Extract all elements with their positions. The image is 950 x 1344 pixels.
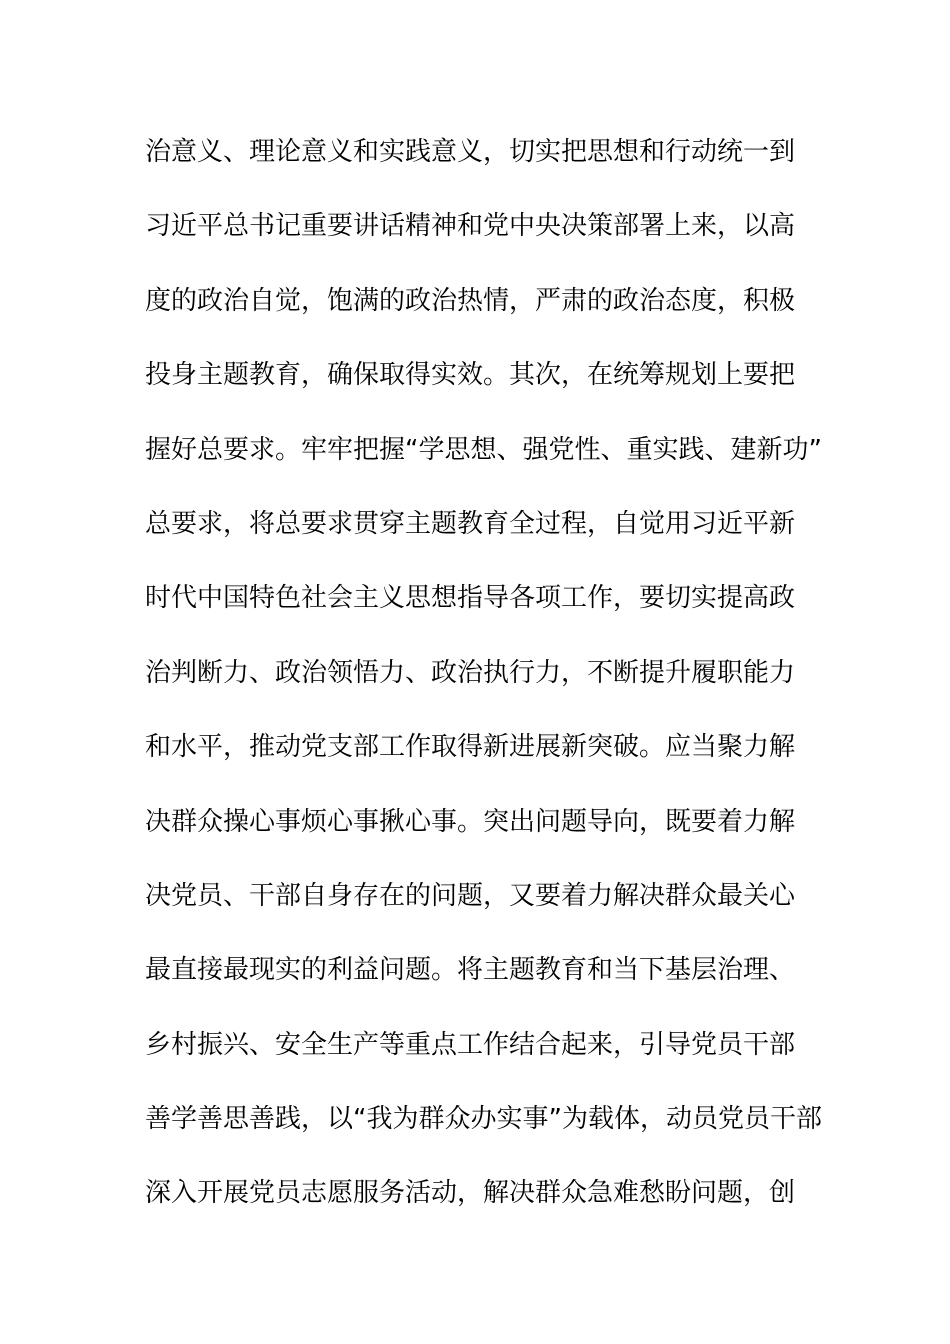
text-line-10: 决群众操心事烦心事揪心事。突出问题导向，既要着力解 <box>145 806 796 837</box>
text-line-4: 投身主题教育，确保取得实效。其次，在统筹规划上要把 <box>145 360 796 391</box>
text-line-2: 习近平总书记重要讲话精神和党中央决策部署上来，以高 <box>145 211 796 242</box>
text-line-6: 总要求，将总要求贯穿主题教育全过程，自觉用习近平新 <box>145 508 796 539</box>
body-text <box>145 130 825 1246</box>
text-line-1: 治意义、理论意义和实践意义，切实把思想和行动统一到 <box>145 137 796 167</box>
text-line-15: 深入开展党员志愿服务活动，解决群众急难愁盼问题，创 <box>145 1178 796 1209</box>
text-line-13: 乡村振兴、安全生产等重点工作结合起来，引导党员干部 <box>145 1029 796 1060</box>
text-line-8: 治判断力、政治领悟力、政治执行力，不断提升履职能力 <box>145 657 796 688</box>
text-line-14: 善学善思善践，以“我为群众办实事”为载体，动员党员干部 <box>145 1104 822 1135</box>
text-line-7: 时代中国特色社会主义思想指导各项工作，要切实提高政 <box>145 583 796 614</box>
text-line-11: 决党员、干部自身存在的问题，又要着力解决群众最关心 <box>145 880 796 911</box>
text-line-5: 握好总要求。牢牢把握“学思想、强党性、重实践、建新功” <box>145 434 822 465</box>
text-line-3: 度的政治自觉，饱满的政治热情，严肃的政治态度，积极 <box>145 285 796 316</box>
text-line-9: 和水平，推动党支部工作取得新进展新突破。应当聚力解 <box>145 732 796 763</box>
text-line-12: 最直接最现实的利益问题。将主题教育和当下基层治理、 <box>145 955 796 986</box>
